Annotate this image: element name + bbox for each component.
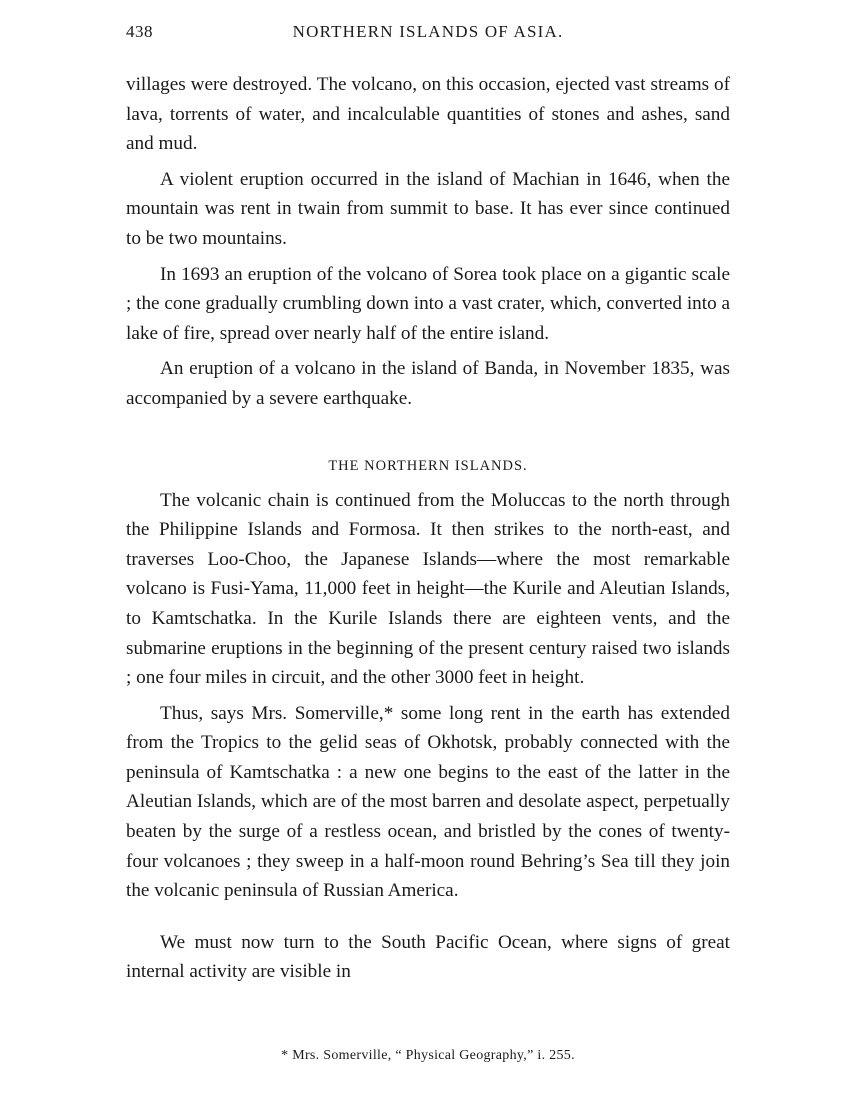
running-head bbox=[126, 22, 730, 46]
paragraph-somerville: Thus, says Mrs. Somerville,* some long rent in the earth has extended from the Tropics to the gelid seas of Okhotsk, probably connected with the peninsula of Kamtschatka : a new one begins to the east of the latter in the Aleutian Islands, which are of the most barren and desolate aspect, perpetually beaten by the surge of a restless ocean, and bristled by the cones of twenty-four volcanoes ; they sweep in a half-moon round Behring’s Sea till they join the volcanic peninsula of Russian America. bbox=[126, 702, 730, 902]
section-heading: THE NORTHERN ISLANDS. bbox=[328, 457, 528, 474]
footnote: * Mrs. Somerville, “ Physical Geography,” i. 255. bbox=[281, 1048, 575, 1063]
paragraph-continued: villages were destroyed. The volcano, on this occasion, ejected vast streams of lava, torrents of water, and incalculable quantities of stones and ashes, sand and mud. bbox=[126, 74, 730, 155]
paragraph-south-pacific: We must now turn to the South Pacific Ocean, where signs of great internal activity are visible in bbox=[126, 931, 730, 983]
paragraph-sorea: In 1693 an eruption of the volcano of Sorea took place on a gigantic scale ; the cone gradually crumbling down into a vast crater, which, converted into a lake of fire, spread over nearly half of the entire island. bbox=[126, 263, 730, 344]
body-text bbox=[126, 70, 730, 993]
paragraph-machian: A violent eruption occurred in the island of Machian in 1646, when the mountain was rent in twain from summit to base. It has ever since continued to be two mountains. bbox=[126, 168, 730, 249]
running-title: NORTHERN ISLANDS OF ASIA. bbox=[292, 22, 564, 41]
page-number: 438 bbox=[126, 22, 153, 41]
paragraph-banda: An eruption of a volcano in the island of Banda, in November 1835, was accompanied by a severe earthquake. bbox=[126, 358, 730, 409]
paragraph-volcanic-chain: The volcanic chain is continued from the Moluccas to the north through the Philippine Islands and Formosa. It then strikes to the north-east, and traverses Loo-Choo, the Japanese Islands—where the most remarkable volcano is Fusi-Yama, 11,000 feet in height—the Kurile and Aleutian Islands, to Kamtschatka. In the Kurile Islands there are eighteen vents, and the submarine eruptions in the beginning of the present century raised two islands ; one four miles in circuit, and the other 3000 feet in height. bbox=[126, 489, 730, 689]
